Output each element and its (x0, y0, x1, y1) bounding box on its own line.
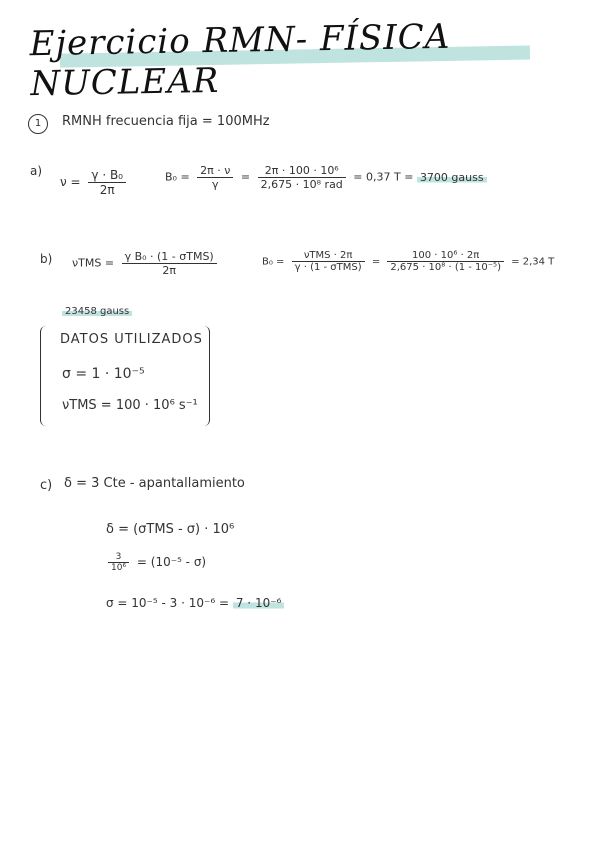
part-b-eq1: νTMS = $\frac{\text{γ B₀ · (1 - σTMS)}}{2\pi}$ (72, 250, 221, 277)
part-b-eq2: B₀ = $\frac{\text{νTMS · 2π}}{\text{γ · (1 - σTMS)}}$ = $\frac{\text{100 · 10⁶ · 2π}}{\text{2,675 · 10⁸ · (1 - 10⁻⁵)}}$ = 2,34 T (262, 250, 555, 273)
part-a-result-highlight: 3700 gauss (417, 171, 487, 184)
datos-title: DATOS UTILIZADOS (60, 332, 203, 347)
part-c-label: c) (40, 478, 53, 493)
part-c-result-highlight: 7 · 10⁻⁶ (233, 596, 285, 610)
part-c-text: δ = 3 Cte - apantallamiento (64, 476, 245, 491)
part-c-eq1: δ = (σTMS - σ) · 10⁶ (106, 522, 235, 537)
item-number: 1 (28, 114, 48, 134)
part-c-eq2: $\frac{3}{\text{10⁶}}$ = (10⁻⁵ - σ) (104, 552, 206, 573)
part-c-eq3: σ = 10⁻⁵ - 3 · 10⁻⁶ = 7 · 10⁻⁶ (106, 596, 284, 610)
datos-line-1: σ = 1 · 10⁻⁵ (62, 366, 145, 382)
item1-text: RMNH frecuencia fija = 100MHz (62, 114, 270, 129)
part-b-result-highlight: 23458 gauss (62, 306, 132, 317)
datos-line-2: νTMS = 100 · 10⁶ s⁻¹ (62, 398, 198, 413)
part-a-label: a) (30, 164, 43, 178)
title-text: Ejercicio RMN- FÍSICA NUCLEAR (29, 16, 451, 105)
part-b-label: b) (40, 252, 53, 266)
part-a-eq1: ν = $\frac{\text{γ · B₀}}{2\pi}$ (60, 168, 130, 197)
page-title (29, 16, 510, 104)
part-a-eq2: B₀ = $\frac{2\pi \cdot \nu}{\gamma}$ = $\frac{\text{2π · 100 · 10⁶}}{\text{2,675 · 10⁸ rad}}$ = 0,37 T = 3700 gauss (165, 164, 487, 191)
